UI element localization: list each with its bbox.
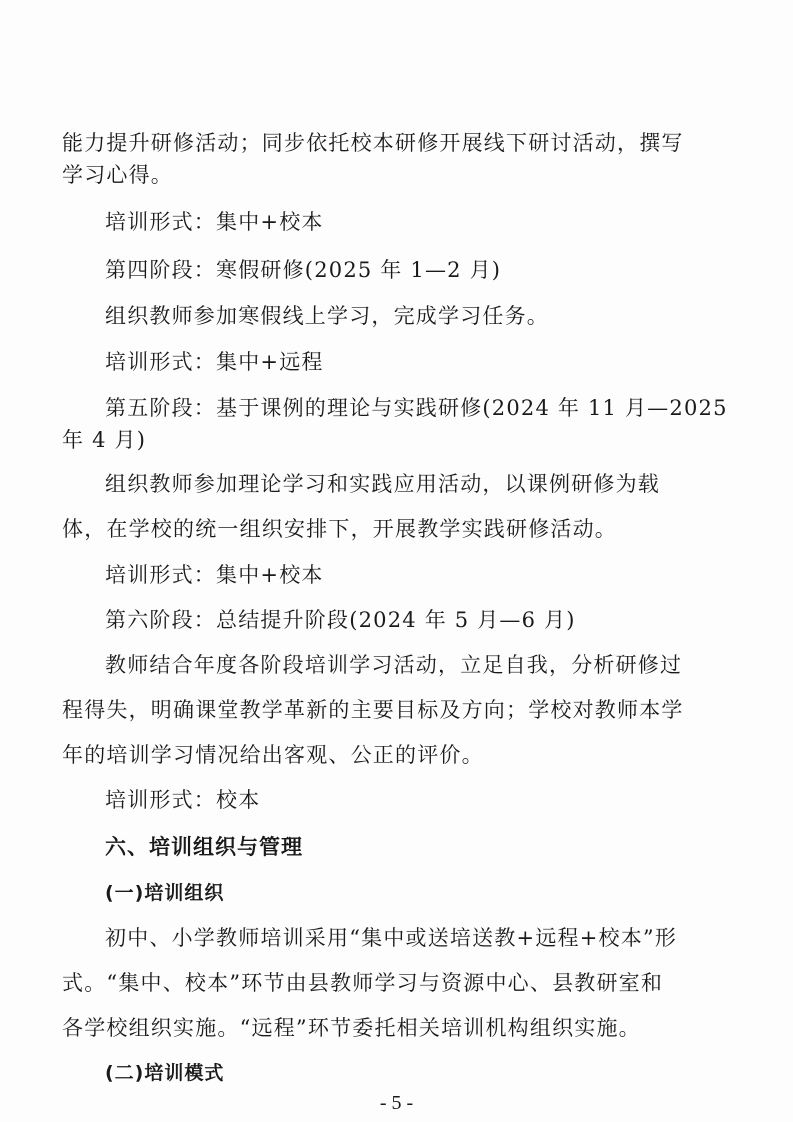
stage-five-heading: 第五阶段：基于课例的理论与实践研修(2024 年 11 月—2025 bbox=[105, 396, 728, 420]
training-format-line: 培训形式：校本 bbox=[105, 788, 261, 812]
stage-four-heading: 第四阶段：寒假研修(2025 年 1—2 月) bbox=[105, 258, 502, 282]
paragraph-line: 能力提升研修活动；同步依托校本研修开展线下研讨活动，撰写 bbox=[62, 131, 684, 155]
page-number: - 5 - bbox=[379, 1092, 414, 1114]
paragraph-line: 式。“集中、校本”环节由县教师学习与资源中心、县教研室和 bbox=[62, 971, 664, 995]
training-format-line: 培训形式：集中+校本 bbox=[105, 563, 324, 587]
subsection-heading: (一)培训组织 bbox=[105, 882, 225, 904]
training-format-line: 培训形式：集中+校本 bbox=[105, 210, 324, 234]
paragraph-line: 组织教师参加寒假线上学习，完成学习任务。 bbox=[105, 304, 549, 328]
training-format-line: 培训形式：集中+远程 bbox=[105, 350, 324, 374]
paragraph-line: 年的培训学习情况给出客观、公正的评价。 bbox=[62, 743, 484, 767]
paragraph-line: 学习心得。 bbox=[62, 163, 173, 187]
subsection-heading: (二)培训模式 bbox=[105, 1062, 225, 1084]
paragraph-line: 组织教师参加理论学习和实践应用活动，以课例研修为载 bbox=[105, 472, 660, 496]
paragraph-line: 程得失，明确课堂教学革新的主要目标及方向；学校对教师本学 bbox=[62, 698, 684, 722]
paragraph-line: 体，在学校的统一组织安排下，开展教学实践研修活动。 bbox=[62, 517, 617, 541]
section-heading: 六、培训组织与管理 bbox=[105, 835, 303, 859]
paragraph-line: 年 4 月) bbox=[62, 428, 147, 452]
stage-six-heading: 第六阶段：总结提升阶段(2024 年 5 月—6 月) bbox=[105, 608, 576, 632]
paragraph-line: 各学校组织实施。“远程”环节委托相关培训机构组织实施。 bbox=[62, 1016, 641, 1040]
paragraph-line: 初中、小学教师培训采用“集中或送培送教+远程+校本”形 bbox=[105, 926, 678, 950]
paragraph-line: 教师结合年度各阶段培训学习活动，立足自我，分析研修过 bbox=[105, 653, 683, 677]
